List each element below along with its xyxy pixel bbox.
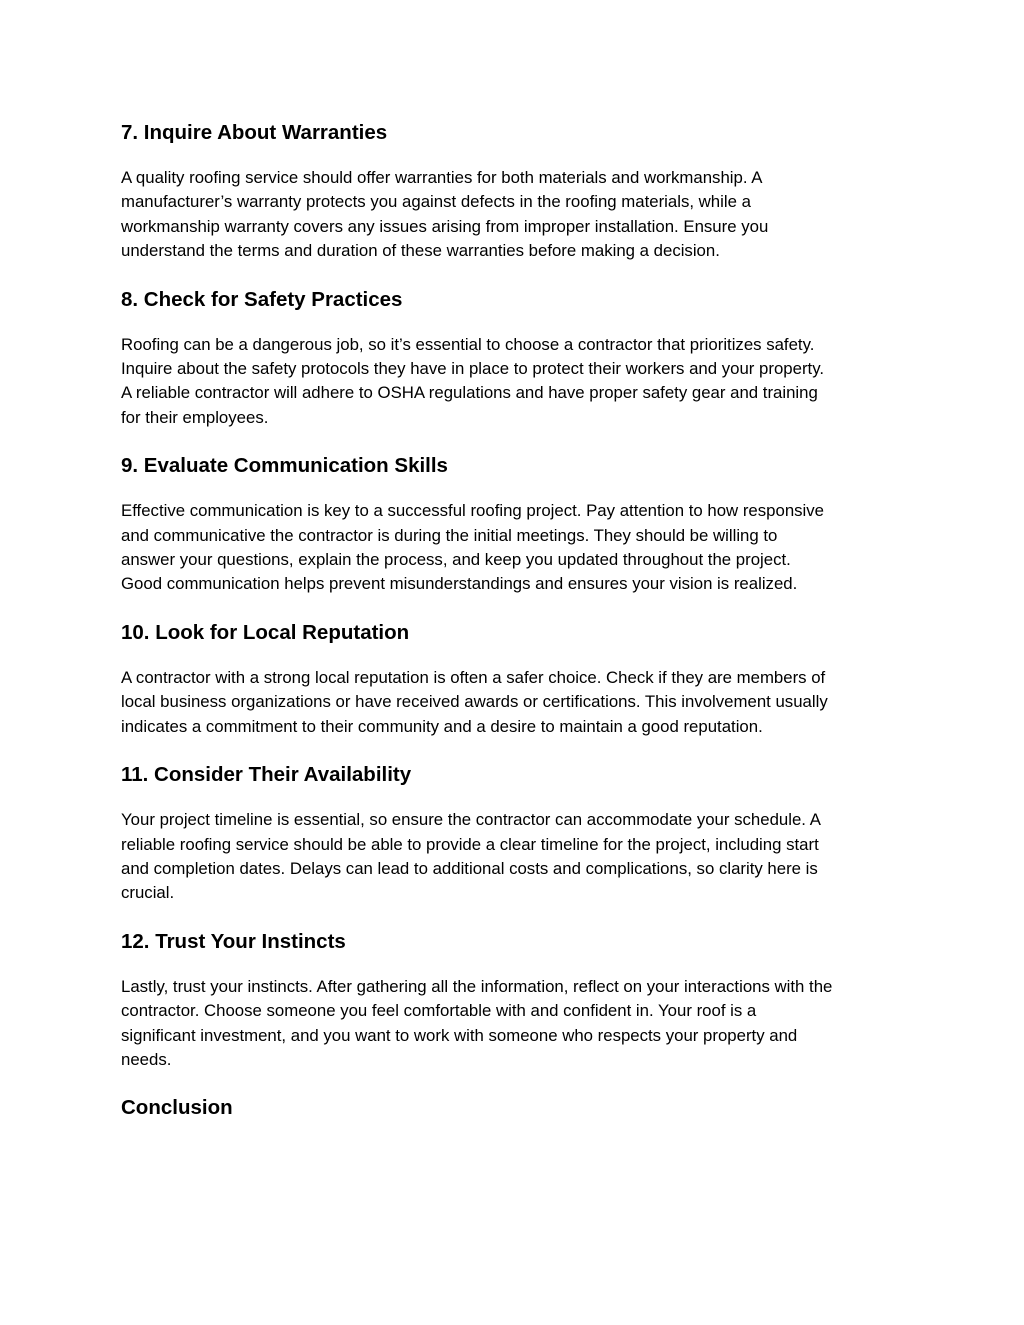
paragraph-line: and communicative the contractor is during the initial meetings. They should be willing to [121,525,778,545]
section-heading: 10. Look for Local Reputation [121,620,410,644]
paragraph-line: Lastly, trust your instincts. After gathering all the information, reflect on your interactions with the [121,976,833,996]
paragraph-line: reliable roofing service should be able to provide a clear timeline for the project, including start [121,834,819,854]
paragraph-line: Roofing can be a dangerous job, so it’s essential to choose a contractor that prioritizes safety. [121,334,815,354]
section-heading: 7. Inquire About Warranties [121,121,388,144]
section-heading: 12. Trust Your Instincts [121,929,346,953]
paragraph-line: answer your questions, explain the process, and keep you updated throughout the project. [121,550,791,570]
paragraph-line: workmanship warranty covers any issues arising from improper installation. Ensure you [121,216,769,236]
section-conclusion [121,1093,911,1123]
section-trust-instincts [121,927,911,1073]
paragraph-line: Inquire about the safety protocols they have in place to protect their workers and your property. [121,359,825,379]
section-heading: 9. Evaluate Communication Skills [121,454,448,478]
section-availability [121,760,911,906]
section-warranties [121,118,911,264]
section-paragraph [121,166,911,264]
paragraph-line: contractor. Choose someone you feel comfortable with and confident in. Your roof is a [121,1001,757,1021]
paragraph-line: Your project timeline is essential, so ensure the contractor can accommodate your schedule. A [121,810,821,830]
paragraph-line: local business organizations or have received awards or certifications. This involvement usually [121,692,828,712]
paragraph-line: for their employees. [121,407,269,427]
paragraph-line: and completion dates. Delays can lead to additional costs and complications, so clarity here is [121,858,818,878]
section-local-reputation [121,618,911,739]
document-page [121,118,911,1141]
section-paragraph [121,808,911,906]
paragraph-line: Good communication helps prevent misunderstandings and ensures your vision is realized. [121,574,798,594]
conclusion-heading: Conclusion [121,1096,233,1120]
paragraph-line: needs. [121,1049,172,1069]
paragraph-line: A reliable contractor will adhere to OSHA regulations and have proper safety gear and training [121,383,818,403]
paragraph-line: crucial. [121,883,175,903]
section-paragraph [121,499,911,597]
paragraph-line: significant investment, and you want to work with someone who respects your property and [121,1025,798,1045]
paragraph-line: indicates a commitment to their community and a desire to maintain a good reputation. [121,716,763,736]
section-paragraph [121,975,911,1073]
section-heading: 11. Consider Their Availability [121,763,412,787]
paragraph-line: manufacturer’s warranty protects you against defects in the roofing materials, while a [121,192,751,212]
section-communication-skills [121,451,911,597]
section-safety-practices [121,285,911,431]
section-paragraph [121,666,911,739]
section-paragraph [121,333,911,431]
section-heading: 8. Check for Safety Practices [121,287,403,311]
paragraph-line: Effective communication is key to a successful roofing project. Pay attention to how responsive [121,501,824,521]
paragraph-line: A quality roofing service should offer warranties for both materials and workmanship. A [121,168,763,187]
paragraph-line: understand the terms and duration of these warranties before making a decision. [121,241,720,261]
paragraph-line: A contractor with a strong local reputation is often a safer choice. Check if they are members of [121,667,826,687]
